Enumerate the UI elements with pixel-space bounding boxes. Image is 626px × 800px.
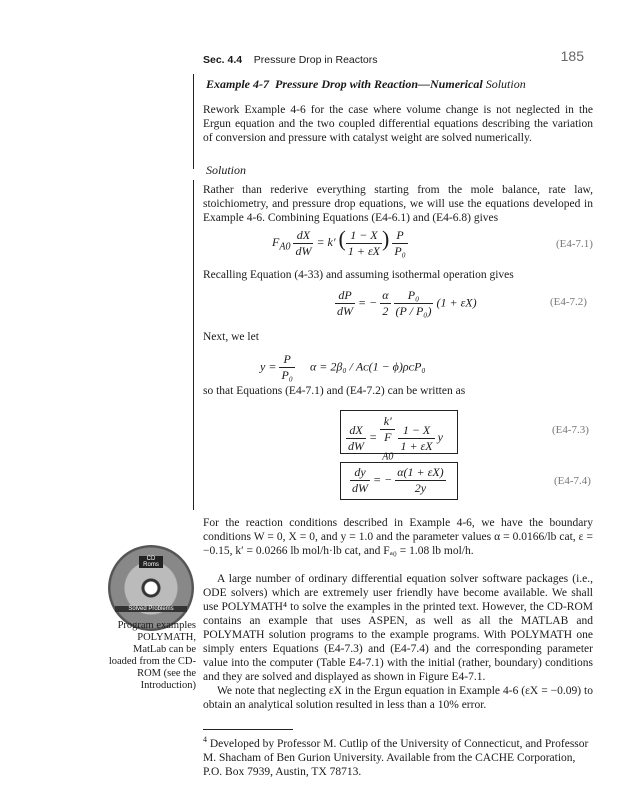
equation-number: (E4-7.4): [554, 475, 591, 487]
solution-paragraph: Rather than rederive everything starting from the mole balance, rate law, stoichiometry, and pressure drop equations, we will use the equations developed in Example 4-6. Combining Equations (E4-6.1) and (E4-6.8) gives: [203, 184, 593, 224]
problem-statement: Rework Example 4-6 for the case where volume change is not neglected in the Ergun equation and the two coupled differential equations describing the variation of conversion and pressure with catalyst weight are solved numerically.: [203, 104, 593, 144]
next-paragraph: Next, we let: [203, 331, 259, 343]
equation-e4-7-3: $\frac{dX}{dW}$ = k′ F $_{A0}$ $\frac{1 - X}{1 + \varepsilon X}$ y: [348, 414, 443, 463]
equation-e4-7-2: $\frac{dP}{dW}$ = − $\frac{\alpha}{2}$ $\frac{\text{P₀}}{\text{(P / P₀)}}$ (1 + εX): [337, 288, 477, 318]
equation-number: (E4-7.1): [556, 238, 593, 250]
error-paragraph: We note that neglecting εX in the Ergun equation in Example 4-6 (εX = −0.09) to obtain an analytical solution resulted in less than a 10% error.: [203, 685, 593, 711]
definitions: y = $\frac{P}{\text{P₀}}$ α = 2β₀ / Aᴄ(1 − ϕ)ρᴄP₀: [260, 352, 426, 382]
page-number: 185: [560, 48, 584, 64]
footnote: $^4$ Developed by Professor M. Cutlip of the University of Connecticut, and Professor M. Shacham of Ben Gurion University. Available from the CACHE Corporation, P.O. Box 7939, Austin, TX 78713.: [203, 735, 589, 778]
cd-bottom-label: Solved Problems: [115, 606, 187, 612]
cd-top-label: CD Roms: [139, 556, 163, 568]
so-that-paragraph: so that Equations (E4-7.1) and (E4-7.2) can be written as: [203, 385, 466, 397]
conditions-paragraph: For the reaction conditions described in Example 4-6, we have the boundary conditions W = 0, X = 0, and y = 1.0 and the parameter values α = 0.0166/lb cat, ε = −0.15, k′ = 0.0266 lb mol/h·lb cat, and Fₐ₀ = 1.08 lb mol/h.: [203, 517, 593, 557]
footnote-rule: [203, 729, 293, 730]
solution-heading: Solution: [206, 163, 247, 177]
margin-rule: [193, 74, 194, 169]
running-header: [203, 54, 378, 66]
section-number: Sec. 4.4: [203, 54, 243, 66]
section-title: Pressure Drop in Reactors: [253, 54, 378, 66]
equation-number: (E4-7.3): [552, 424, 589, 436]
software-paragraph: A large number of ordinary differential equation solver software packages (i.e., ODE solvers) which are extremely user friendly have become available. We shall use POLYMATH⁴ to solve the examples in the printed text. However, the CD-ROM contains an example that uses ASPEN, as well as all the MATLAB and POLYMATH solution programs to the example programs. With POLYMATH one simply enters Equations (E4-7.3) and (E4-7.4) and the corresponding parameter value into the computer (Table E4-7.1) with the initial (rather, boundary) conditions and they are solved and displayed as shown in Figure E4-7.1.: [203, 573, 593, 683]
equation-number: (E4-7.2): [550, 296, 587, 308]
example-title: Example 4-7 Pressure Drop with Reaction—Numerical Solution: [206, 77, 526, 91]
equation-e4-7-4: $\frac{dy}{dW}$ = − $\frac{\alpha(1 + \varepsilon X)}{2y}$: [352, 465, 444, 495]
recall-paragraph: Recalling Equation (4-33) and assuming isothermal operation gives: [203, 269, 514, 281]
margin-rule: [193, 180, 194, 510]
equation-e4-7-1: $F_{A0}$ $\frac{dX}{dW}$ = k′ ( $\frac{1 - X}{1 + \varepsilon X}$ ) $\frac{P}{\text{P₀}}$: [272, 226, 406, 258]
margin-note: Program examples POLYMATH, MatLab can be loaded from the CD-ROM (see the Introduction): [108, 620, 196, 691]
